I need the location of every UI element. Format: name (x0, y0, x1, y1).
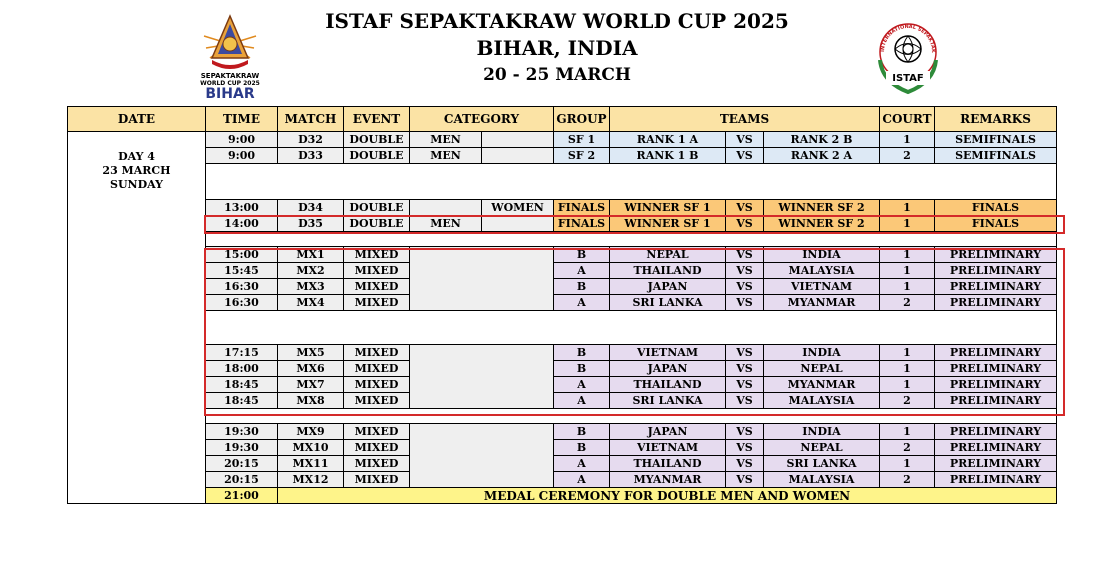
cell-event: MIXED (344, 263, 410, 279)
world-cup-logo-icon (198, 14, 262, 74)
table-row (68, 456, 1057, 472)
cell-event: MIXED (344, 247, 410, 263)
cell-category-empty (410, 345, 554, 409)
spacer-row (68, 311, 1057, 345)
cell-category-women (482, 132, 554, 148)
cell-court: 2 (880, 148, 935, 164)
cell-match: MX6 (278, 361, 344, 377)
cell-match: MX9 (278, 424, 344, 440)
cell-court: 1 (880, 424, 935, 440)
cell-vs: VS (726, 472, 764, 488)
istaf-abbr: ISTAF (892, 73, 924, 84)
ceremony-row (68, 488, 1057, 504)
cell-remarks: PRELIMINARY (935, 424, 1057, 440)
table-row (68, 132, 1057, 148)
cell-time: 20:15 (206, 472, 278, 488)
cell-court: 2 (880, 440, 935, 456)
cell-remarks: PRELIMINARY (935, 279, 1057, 295)
cell-vs: VS (726, 456, 764, 472)
cell-vs: VS (726, 279, 764, 295)
cell-team1: WINNER SF 1 (610, 216, 726, 232)
spacer-cell (206, 164, 1057, 200)
cell-group: B (554, 361, 610, 377)
logo-left-line-1: SEPAKTAKRAW (200, 72, 260, 80)
schedule-table (67, 106, 1057, 504)
cell-remarks: PRELIMINARY (935, 472, 1057, 488)
spacer-row (68, 232, 1057, 247)
cell-vs: VS (726, 424, 764, 440)
cell-time: 19:30 (206, 440, 278, 456)
table-row (68, 424, 1057, 440)
cell-event: MIXED (344, 440, 410, 456)
title-line-2: BIHAR, INDIA (476, 36, 638, 60)
cell-match: MX7 (278, 377, 344, 393)
cell-court: 1 (880, 279, 935, 295)
cell-team2: MYANMAR (764, 295, 880, 311)
cell-event: MIXED (344, 456, 410, 472)
cell-team1: SRI LANKA (610, 295, 726, 311)
istaf-ring-text: INTERNATIONAL SEPAKTAK (879, 23, 937, 54)
cell-team1: VIETNAM (610, 440, 726, 456)
cell-category-men: MEN (410, 148, 482, 164)
cell-category-men: MEN (410, 132, 482, 148)
spacer-cell (206, 409, 1057, 424)
spacer-row (68, 409, 1057, 424)
cell-group: A (554, 472, 610, 488)
cell-vs: VS (726, 393, 764, 409)
cell-vs: VS (726, 361, 764, 377)
spacer-row (68, 164, 1057, 200)
cell-time: 17:15 (206, 345, 278, 361)
cell-team1: JAPAN (610, 279, 726, 295)
cell-group: B (554, 279, 610, 295)
cell-match: D32 (278, 132, 344, 148)
cell-match: MX3 (278, 279, 344, 295)
logo-left-line-2: WORLD CUP 2025 (200, 80, 260, 87)
cell-remarks: FINALS (935, 200, 1057, 216)
cell-event: MIXED (344, 377, 410, 393)
cell-category-men (410, 200, 482, 216)
cell-court: 1 (880, 247, 935, 263)
cell-vs: VS (726, 148, 764, 164)
cell-team2: MALAYSIA (764, 263, 880, 279)
cell-group: B (554, 247, 610, 263)
table-row (68, 361, 1057, 377)
cell-time: 15:00 (206, 247, 278, 263)
table-row (68, 279, 1057, 295)
cell-event: MIXED (344, 279, 410, 295)
cell-vs: VS (726, 247, 764, 263)
cell-court: 1 (880, 132, 935, 148)
istaf-emblem-icon (872, 16, 944, 100)
cell-time: 20:15 (206, 456, 278, 472)
cell-event: DOUBLE (344, 216, 410, 232)
cell-group: B (554, 345, 610, 361)
table-row (68, 393, 1057, 409)
cell-team1: RANK 1 A (610, 132, 726, 148)
cell-match: MX11 (278, 456, 344, 472)
cell-event: MIXED (344, 345, 410, 361)
cell-match: D33 (278, 148, 344, 164)
cell-team2: MYANMAR (764, 377, 880, 393)
cell-category-empty (410, 424, 554, 488)
cell-group: FINALS (554, 200, 610, 216)
cell-remarks: PRELIMINARY (935, 295, 1057, 311)
cell-vs: VS (726, 345, 764, 361)
cell-vs: VS (726, 377, 764, 393)
cell-remarks: PRELIMINARY (935, 393, 1057, 409)
cell-remarks: FINALS (935, 216, 1057, 232)
cell-category-women (482, 148, 554, 164)
cell-group: SF 2 (554, 148, 610, 164)
cell-team2: INDIA (764, 424, 880, 440)
cell-vs: VS (726, 132, 764, 148)
cell-team2: VIETNAM (764, 279, 880, 295)
cell-category-men: MEN (410, 216, 482, 232)
header-row (68, 107, 1057, 132)
cell-group: A (554, 456, 610, 472)
cell-team1: NEPAL (610, 247, 726, 263)
cell-time: 18:45 (206, 377, 278, 393)
title-line-1: ISTAF SEPAKTAKRAW WORLD CUP 2025 (325, 9, 789, 33)
cell-court: 1 (880, 216, 935, 232)
cell-group: FINALS (554, 216, 610, 232)
cell-court: 2 (880, 393, 935, 409)
cell-event: DOUBLE (344, 132, 410, 148)
table-row (68, 263, 1057, 279)
cell-event: MIXED (344, 393, 410, 409)
table-row (68, 345, 1057, 361)
cell-match: MX1 (278, 247, 344, 263)
table-row (68, 295, 1057, 311)
cell-category-women: WOMEN (482, 200, 554, 216)
table-row (68, 216, 1057, 232)
cell-court: 2 (880, 295, 935, 311)
col-teams: TEAMS (610, 107, 880, 132)
cell-time: 16:30 (206, 279, 278, 295)
cell-vs: VS (726, 216, 764, 232)
cell-match: MX8 (278, 393, 344, 409)
cell-remarks: PRELIMINARY (935, 456, 1057, 472)
cell-time: 9:00 (206, 148, 278, 164)
cell-team1: MYANMAR (610, 472, 726, 488)
cell-group: A (554, 377, 610, 393)
cell-time: 16:30 (206, 295, 278, 311)
cell-court: 1 (880, 456, 935, 472)
cell-time: 19:30 (206, 424, 278, 440)
cell-team1: JAPAN (610, 424, 726, 440)
cell-match: MX4 (278, 295, 344, 311)
cell-team2: RANK 2 A (764, 148, 880, 164)
cell-time: 13:00 (206, 200, 278, 216)
cell-category-empty (410, 247, 554, 311)
cell-vs: VS (726, 440, 764, 456)
cell-team2: SRI LANKA (764, 456, 880, 472)
cell-team2: WINNER SF 2 (764, 216, 880, 232)
cell-match: D34 (278, 200, 344, 216)
cell-event: MIXED (344, 472, 410, 488)
cell-team2: WINNER SF 2 (764, 200, 880, 216)
cell-team1: SRI LANKA (610, 393, 726, 409)
cell-court: 1 (880, 263, 935, 279)
cell-match: MX10 (278, 440, 344, 456)
cell-group: B (554, 440, 610, 456)
ceremony-time: 21:00 (206, 488, 278, 504)
cell-event: MIXED (344, 361, 410, 377)
cell-group: A (554, 295, 610, 311)
cell-court: 1 (880, 345, 935, 361)
cell-vs: VS (726, 295, 764, 311)
spacer-cell (206, 311, 1057, 345)
cell-match: D35 (278, 216, 344, 232)
spacer-cell (206, 232, 1057, 247)
title-line-3: 20 - 25 MARCH (483, 65, 631, 85)
cell-time: 9:00 (206, 132, 278, 148)
date-weekday: SUNDAY (110, 178, 163, 191)
cell-group: A (554, 263, 610, 279)
cell-vs: VS (726, 200, 764, 216)
cell-category-women (482, 216, 554, 232)
col-group: GROUP (554, 107, 610, 132)
date-block (68, 132, 206, 504)
cell-time: 14:00 (206, 216, 278, 232)
cell-remarks: PRELIMINARY (935, 247, 1057, 263)
cell-team2: NEPAL (764, 440, 880, 456)
cell-time: 18:45 (206, 393, 278, 409)
table-row (68, 148, 1057, 164)
cell-group: A (554, 393, 610, 409)
cell-time: 18:00 (206, 361, 278, 377)
col-remarks: REMARKS (935, 107, 1057, 132)
cell-team1: THAILAND (610, 377, 726, 393)
cell-remarks: SEMIFINALS (935, 148, 1057, 164)
cell-event: MIXED (344, 295, 410, 311)
table-row (68, 200, 1057, 216)
cell-team1: THAILAND (610, 456, 726, 472)
cell-team2: INDIA (764, 345, 880, 361)
cell-event: DOUBLE (344, 200, 410, 216)
cell-group: B (554, 424, 610, 440)
istaf-emblem (872, 16, 944, 100)
cell-team1: VIETNAM (610, 345, 726, 361)
cell-match: MX12 (278, 472, 344, 488)
ceremony-text: MEDAL CEREMONY FOR DOUBLE MEN AND WOMEN (278, 488, 1057, 504)
cell-remarks: PRELIMINARY (935, 345, 1057, 361)
col-category: CATEGORY (410, 107, 554, 132)
cell-team1: WINNER SF 1 (610, 200, 726, 216)
cell-team2: RANK 2 B (764, 132, 880, 148)
cell-remarks: PRELIMINARY (935, 263, 1057, 279)
cell-remarks: SEMIFINALS (935, 132, 1057, 148)
cell-match: MX2 (278, 263, 344, 279)
cell-match: MX5 (278, 345, 344, 361)
cell-team2: MALAYSIA (764, 472, 880, 488)
cell-court: 1 (880, 200, 935, 216)
cell-event: DOUBLE (344, 148, 410, 164)
world-cup-logo (198, 14, 262, 102)
col-time: TIME (206, 107, 278, 132)
cell-court: 1 (880, 377, 935, 393)
cell-remarks: PRELIMINARY (935, 361, 1057, 377)
table-row (68, 472, 1057, 488)
cell-team1: THAILAND (610, 263, 726, 279)
col-court: COURT (880, 107, 935, 132)
logo-left-line-3: BIHAR (205, 86, 255, 102)
cell-team1: JAPAN (610, 361, 726, 377)
col-date: DATE (68, 107, 206, 132)
col-event: EVENT (344, 107, 410, 132)
cell-time: 15:45 (206, 263, 278, 279)
cell-remarks: PRELIMINARY (935, 440, 1057, 456)
cell-team2: INDIA (764, 247, 880, 263)
date-day: DAY 4 (118, 150, 155, 163)
table-row (68, 440, 1057, 456)
table-row (68, 247, 1057, 263)
cell-court: 1 (880, 361, 935, 377)
cell-event: MIXED (344, 424, 410, 440)
table-row (68, 377, 1057, 393)
cell-team1: RANK 1 B (610, 148, 726, 164)
date-date: 23 MARCH (102, 164, 171, 177)
cell-group: SF 1 (554, 132, 610, 148)
cell-team2: MALAYSIA (764, 393, 880, 409)
col-match: MATCH (278, 107, 344, 132)
cell-team2: NEPAL (764, 361, 880, 377)
cell-vs: VS (726, 263, 764, 279)
cell-court: 2 (880, 472, 935, 488)
cell-remarks: PRELIMINARY (935, 377, 1057, 393)
